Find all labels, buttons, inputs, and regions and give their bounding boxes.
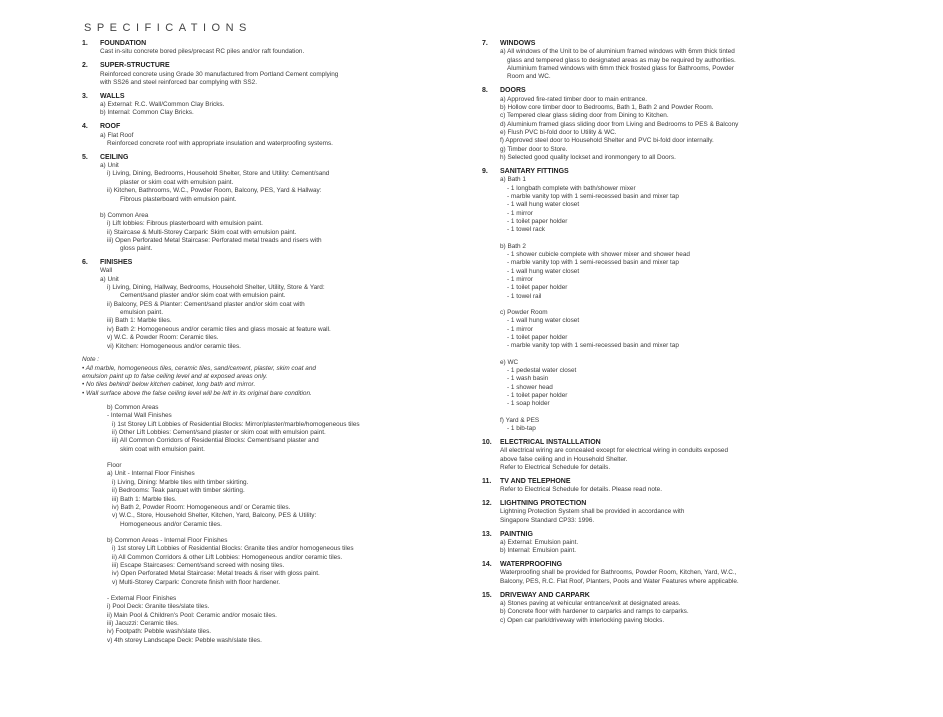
spec-section bbox=[482, 561, 862, 586]
spec-line: a) External: R.C. Wall/Common Clay Bricks. bbox=[100, 101, 225, 109]
spec-line: ii) Main Pool & Children's Pool: Ceramic and/or mosaic tiles. bbox=[107, 611, 277, 619]
spec-line: - 1 wall hung water closet bbox=[507, 267, 580, 275]
spec-line: gloss paint. bbox=[120, 245, 153, 253]
spec-line: - marble vanity top with 1 semi-recessed basin and mixer tap bbox=[507, 192, 679, 200]
spacer bbox=[100, 587, 462, 595]
section-number: 1. bbox=[82, 40, 88, 47]
spec-line: - 1 shower cubicle complete with shower mixer and shower head bbox=[507, 250, 690, 258]
spec-line: i) Living, Dining, Bedrooms, Household Shelter, Store and Utility: Cement/sand bbox=[107, 170, 330, 178]
spec-line: i) Living, Dining, Hallway, Bedrooms, Household Shelter, Utility, Store & Yard: bbox=[107, 284, 325, 292]
section-body bbox=[482, 569, 862, 586]
spec-line: Fibrous plasterboard with emulsion paint. bbox=[120, 195, 237, 203]
spec-line: - 1 pedestal water closet bbox=[507, 367, 577, 375]
spacer bbox=[500, 301, 862, 309]
spec-line: v) W.C. & Powder Room: Ceramic tiles. bbox=[107, 334, 219, 342]
section-title: DOORS bbox=[500, 87, 526, 95]
spacer bbox=[100, 454, 462, 462]
spec-line: g) Timber door to Store. bbox=[500, 145, 568, 153]
spec-line: e) WC bbox=[500, 358, 519, 366]
spec-line: iii) Jacuzzi: Ceramic tiles. bbox=[107, 619, 179, 627]
spec-line: iv) Open Perforated Metal Staircase: Metal treads & riser with gloss paint. bbox=[112, 570, 320, 578]
section-heading bbox=[482, 592, 862, 600]
spec-line: - 1 mirror bbox=[507, 325, 533, 333]
spec-line: Waterproofing shall be provided for Bathrooms, Powder Room, Kitchen, Yard, W.C., bbox=[500, 569, 737, 577]
note-line: • All marble, homogeneous tiles, ceramic tiles, sand/cement, plaster, skim coat and bbox=[82, 364, 316, 372]
spec-line: with SS26 and steel reinforced bar complying with SS2. bbox=[100, 78, 258, 86]
section-number: 12. bbox=[482, 500, 492, 507]
section-heading bbox=[482, 531, 862, 539]
spec-line: - 1 toilet paper holder bbox=[507, 284, 568, 292]
spec-line: b) Internal: Common Clay Bricks. bbox=[100, 109, 194, 117]
spec-line: a) Flat Roof bbox=[100, 131, 134, 139]
spec-line: Balcony, PES, R.C. Flat Roof, Planters, Pools and Water Features where applicable. bbox=[500, 577, 739, 585]
spec-section bbox=[482, 40, 862, 82]
section-title: LIGHTNING PROTECTION bbox=[500, 500, 587, 507]
spec-line: a) Unit bbox=[100, 275, 119, 283]
section-heading bbox=[82, 40, 462, 48]
spec-line: - 1 wall hung water closet bbox=[507, 317, 580, 325]
finishes-continued bbox=[82, 404, 462, 645]
spec-line: i) Pool Deck: Granite tiles/slate tiles. bbox=[107, 603, 210, 611]
spec-section bbox=[82, 154, 462, 254]
spec-line: iii) Bath 1: Marble tiles. bbox=[112, 495, 177, 503]
spec-line: b) Concrete floor with hardener to carparks and ramps to carparks. bbox=[500, 608, 689, 616]
section-body bbox=[482, 176, 862, 433]
spec-line: Cast in-situ concrete bored piles/precast RC piles and/or raft foundation. bbox=[100, 48, 305, 56]
spec-line: above false ceiling and in Household Shelter. bbox=[500, 455, 628, 463]
spec-line: Reinforced concrete roof with appropriate insulation and waterproofing systems. bbox=[107, 139, 333, 147]
left-column bbox=[82, 40, 462, 645]
spec-line: a) Unit bbox=[100, 162, 119, 170]
spec-line: - 1 mirror bbox=[507, 209, 533, 217]
spec-line: - 1 shower head bbox=[507, 383, 553, 391]
section-number: 14. bbox=[482, 561, 492, 569]
spec-line: All electrical wiring are concealed except for electrical wiring in conduits exposed bbox=[500, 447, 729, 455]
spec-line: Refer to Electrical Schedule for details. bbox=[500, 463, 611, 471]
section-number: 9. bbox=[482, 167, 488, 175]
spec-line: iv) Bath 2: Homogeneous and/or ceramic tiles and glass mosaic at feature wall. bbox=[107, 325, 331, 333]
section-title: TV AND TELEPHONE bbox=[500, 477, 571, 485]
spec-line: - 1 towel rack bbox=[507, 226, 546, 234]
spec-line: Wall bbox=[100, 267, 113, 275]
spec-line: a) Bath 1 bbox=[500, 176, 526, 184]
section-body bbox=[482, 600, 862, 625]
note-line: • No tiles behind/ below kitchen cabinet, long bath and mirror. bbox=[82, 381, 256, 389]
spec-line: - External Floor Finishes bbox=[107, 594, 177, 602]
spec-line: Reinforced concrete using Grade 30 manufactured from Portland Cement complying bbox=[100, 70, 339, 78]
section-title: SUPER-STRUCTURE bbox=[100, 62, 170, 70]
spec-line: b) Bath 2 bbox=[500, 242, 526, 250]
spec-line: i) 1st Storey Lift Lobbies of Residential Blocks: Mirror/plaster/marble/homogeneous tiles bbox=[112, 420, 360, 428]
spec-line: - 1 soap holder bbox=[507, 400, 550, 408]
section-number: 8. bbox=[482, 87, 488, 95]
spacer bbox=[500, 235, 862, 243]
spec-section bbox=[82, 40, 462, 57]
spec-line: ii) Kitchen, Bathrooms, W.C., Powder Room, Balcony, PES, Yard & Hallway: bbox=[107, 187, 322, 195]
section-title: FOUNDATION bbox=[100, 40, 147, 47]
spec-section bbox=[82, 123, 462, 148]
spec-line: Homogeneous and/or Ceramic tiles. bbox=[120, 520, 222, 528]
section-title: WINDOWS bbox=[500, 40, 536, 47]
spec-section bbox=[82, 62, 462, 87]
section-body bbox=[82, 267, 462, 350]
spec-line: ii) All Common Corridors & other Lift Lobbies: Homogeneous and/or ceramic tiles. bbox=[112, 553, 343, 561]
notes-block bbox=[82, 356, 462, 398]
notes-label: Note : bbox=[82, 356, 100, 364]
section-title: WALLS bbox=[100, 92, 125, 100]
spec-line: a) Unit - Internal Floor Finishes bbox=[107, 470, 195, 478]
section-heading bbox=[482, 561, 862, 569]
section-body bbox=[82, 101, 462, 118]
spec-line: iii) All Common Corridors of Residential Blocks: Cement/sand plaster and bbox=[112, 437, 319, 445]
section-body bbox=[482, 48, 862, 81]
section-body bbox=[82, 132, 462, 149]
section-body bbox=[482, 508, 862, 525]
spec-line: c) Tempered clear glass sliding door from Dining to Kitchen. bbox=[500, 112, 669, 120]
spec-line: - 1 toilet paper holder bbox=[507, 217, 568, 225]
section-number: 13. bbox=[482, 530, 492, 538]
spec-line: ii) Staircase & Multi-Storey Carpark: Skim coat with emulsion paint. bbox=[107, 228, 297, 236]
spec-line: - 1 wall hung water closet bbox=[507, 201, 580, 209]
spec-line: iv) Bath 2, Powder Room: Homogeneous and/ or Ceramic tiles. bbox=[112, 503, 291, 511]
section-title: SANITARY FITTINGS bbox=[500, 167, 569, 175]
spacer bbox=[500, 351, 862, 359]
spec-line: - 1 bib-tap bbox=[507, 425, 536, 433]
spec-line: iii) Escape Staircases: Cement/sand screed with nosing tiles. bbox=[112, 561, 285, 569]
spec-line: a) Stones paving at vehicular entrance/exit at designated areas. bbox=[500, 599, 681, 607]
section-body bbox=[82, 162, 462, 253]
section-heading bbox=[82, 154, 462, 162]
section-heading bbox=[482, 500, 862, 508]
spec-line: d) Aluminium framed glass sliding door from Living and Bedrooms to PES & Balcony bbox=[500, 120, 739, 128]
section-heading bbox=[482, 87, 862, 95]
spec-line: c) Powder Room bbox=[500, 308, 548, 316]
spec-line: Singapore Standard CP33: 1996. bbox=[500, 516, 595, 524]
spec-line: v) 4th storey Landscape Deck: Pebble wash/slate tiles. bbox=[107, 636, 262, 644]
section-body bbox=[82, 71, 462, 88]
section-heading bbox=[482, 40, 862, 48]
spec-line: Cement/sand plaster and/or skim coat with emulsion paint. bbox=[120, 292, 286, 300]
spec-line: - 1 wash basin bbox=[507, 375, 549, 383]
section-body bbox=[482, 447, 862, 472]
section-title: CEILING bbox=[100, 153, 129, 161]
spec-line: emulsion paint. bbox=[120, 309, 163, 317]
spec-section bbox=[482, 478, 862, 495]
spec-section bbox=[482, 439, 862, 472]
spec-line: f) Approved steel door to Household Shelter and PVC bi-fold door internally. bbox=[500, 137, 714, 145]
section-title: ROOF bbox=[100, 123, 121, 131]
spec-line: vi) Kitchen: Homogeneous and/or ceramic tiles. bbox=[107, 342, 241, 350]
spec-line: - 1 toilet paper holder bbox=[507, 334, 568, 341]
spec-section bbox=[482, 87, 862, 162]
section-number: 6. bbox=[82, 259, 88, 267]
spec-line: a) Approved fire-rated timber door to main entrance. bbox=[500, 95, 648, 103]
note-line: • Wall surface above the false ceiling level will be left in its original bare condition. bbox=[82, 389, 312, 397]
spec-section bbox=[482, 168, 862, 434]
section-body bbox=[482, 96, 862, 163]
section-body bbox=[482, 539, 862, 556]
spec-line: iii) Bath 1: Marble tiles. bbox=[107, 317, 172, 325]
section-title: DRIVEWAY AND CARPARK bbox=[500, 591, 590, 599]
section-number: 11. bbox=[482, 477, 492, 485]
section-heading bbox=[82, 62, 462, 70]
spec-line: iv) Footpath: Pebble wash/slate tiles. bbox=[107, 628, 212, 636]
section-number: 15. bbox=[482, 591, 492, 599]
section-title: FINISHES bbox=[100, 259, 133, 267]
spec-line: b) Internal: Emulsion paint. bbox=[500, 547, 577, 555]
note-line: emulsion paint up to false ceiling level and at exposed areas only. bbox=[82, 373, 268, 381]
spec-line: b) Common Area bbox=[100, 211, 149, 219]
spec-line: glass and tempered glass to designated areas as may be required by authorities. bbox=[507, 56, 736, 64]
section-number: 5. bbox=[82, 153, 88, 161]
section-number: 2. bbox=[82, 62, 88, 70]
section-heading bbox=[482, 439, 862, 447]
spec-line: Lightning Protection System shall be provided in accordance with bbox=[500, 508, 685, 516]
spec-line: - 1 toilet paper holder bbox=[507, 392, 568, 400]
section-number: 7. bbox=[482, 40, 488, 47]
spec-line: ii) Bedrooms: Teak parquet with timber skirting. bbox=[112, 487, 245, 495]
section-heading bbox=[82, 93, 462, 101]
spec-line: b) Hollow core timber door to Bedrooms, Bath 1, Bath 2 and Powder Room. bbox=[500, 103, 714, 111]
section-title: ELECTRICAL INSTALLLATION bbox=[500, 438, 601, 446]
spec-line: skim coat with emulsion paint. bbox=[120, 445, 205, 453]
section-number: 4. bbox=[82, 123, 88, 131]
spec-line: Floor bbox=[107, 462, 122, 470]
section-heading bbox=[482, 168, 862, 176]
spec-line: Refer to Electrical Schedule for details. Please read note. bbox=[500, 486, 662, 494]
spacer bbox=[500, 409, 862, 417]
spec-line: v) W.C., Store, Household Shelter, Kitchen, Yard, Balcony, PES & Utility: bbox=[112, 512, 317, 520]
spec-line: iii) Open Perforated Metal Staircase: Perforated metal treads and risers with bbox=[107, 236, 322, 244]
page-title: SPECIFICATIONS bbox=[84, 22, 252, 34]
spec-line: Room and WC. bbox=[507, 73, 551, 81]
section-title: PAINTNIG bbox=[500, 530, 533, 538]
section-number: 3. bbox=[82, 92, 88, 100]
spec-line: b) Common Areas bbox=[107, 404, 159, 412]
spec-line: a) All windows of the Unit to be of aluminium framed windows with 6mm thick tinted bbox=[500, 48, 735, 56]
section-heading bbox=[82, 123, 462, 131]
spec-section bbox=[482, 500, 862, 525]
section-heading bbox=[482, 478, 862, 486]
spec-line: v) Multi-Storey Carpark: Concrete finish with floor hardener. bbox=[112, 578, 280, 586]
spec-line: c) Open car park/driveway with interlocking paving blocks. bbox=[500, 616, 665, 624]
section-title: WATERPROOFING bbox=[500, 561, 563, 569]
spec-line: i) Lift lobbies: Fibrous plasterboard with emulsion paint. bbox=[107, 220, 263, 228]
right-column bbox=[482, 40, 862, 630]
spec-line: h) Selected good quality lockset and ironmongery to all Doors. bbox=[500, 153, 676, 161]
spec-line: Aluminium framed windows with 6mm thick frosted glass for Bathrooms, Powder bbox=[507, 65, 734, 73]
spec-line: - marble vanity top with 1 semi-recessed basin and mixer tap bbox=[507, 259, 679, 267]
spec-section bbox=[482, 592, 862, 625]
spec-line: f) Yard & PES bbox=[500, 416, 540, 424]
spec-line: plaster or skim coat with emulsion paint. bbox=[120, 178, 234, 186]
spec-line: - 1 towel rail bbox=[507, 292, 542, 300]
spacer bbox=[100, 204, 462, 212]
section-body bbox=[82, 48, 462, 56]
spec-line: i) Living, Dining: Marble tiles with timber skirting. bbox=[112, 478, 249, 486]
spec-line: e) Flush PVC bi-fold door to Utility & WC. bbox=[500, 128, 617, 136]
spacer bbox=[100, 529, 462, 537]
spec-line: i) 1st storey Lift Lobbies of Residential Blocks: Granite tiles and/or homogeneous tiles bbox=[112, 545, 354, 553]
spec-line: - 1 longbath complete with bath/shower mixer bbox=[507, 184, 636, 192]
spec-line: a) External: Emulsion paint. bbox=[500, 538, 579, 546]
spec-line: - 1 mirror bbox=[507, 275, 533, 283]
section-heading bbox=[82, 259, 462, 267]
spec-line: ii) Balcony, PES & Planter: Cement/sand plaster and/or skim coat with bbox=[107, 300, 305, 308]
spec-line: b) Common Areas - Internal Floor Finishes bbox=[107, 536, 228, 544]
spec-line: ii) Other Lift Lobbies: Cement/sand plaster or skim coat with emulsion paint. bbox=[112, 429, 326, 437]
spec-section bbox=[82, 259, 462, 351]
spec-section bbox=[82, 93, 462, 118]
section-number: 10. bbox=[482, 438, 492, 446]
spec-section bbox=[482, 531, 862, 556]
spec-line: - Internal Wall Finishes bbox=[107, 412, 172, 420]
section-body bbox=[482, 486, 862, 494]
spec-line: - marble vanity top with 1 semi-recessed basin and mixer tap bbox=[507, 342, 679, 350]
